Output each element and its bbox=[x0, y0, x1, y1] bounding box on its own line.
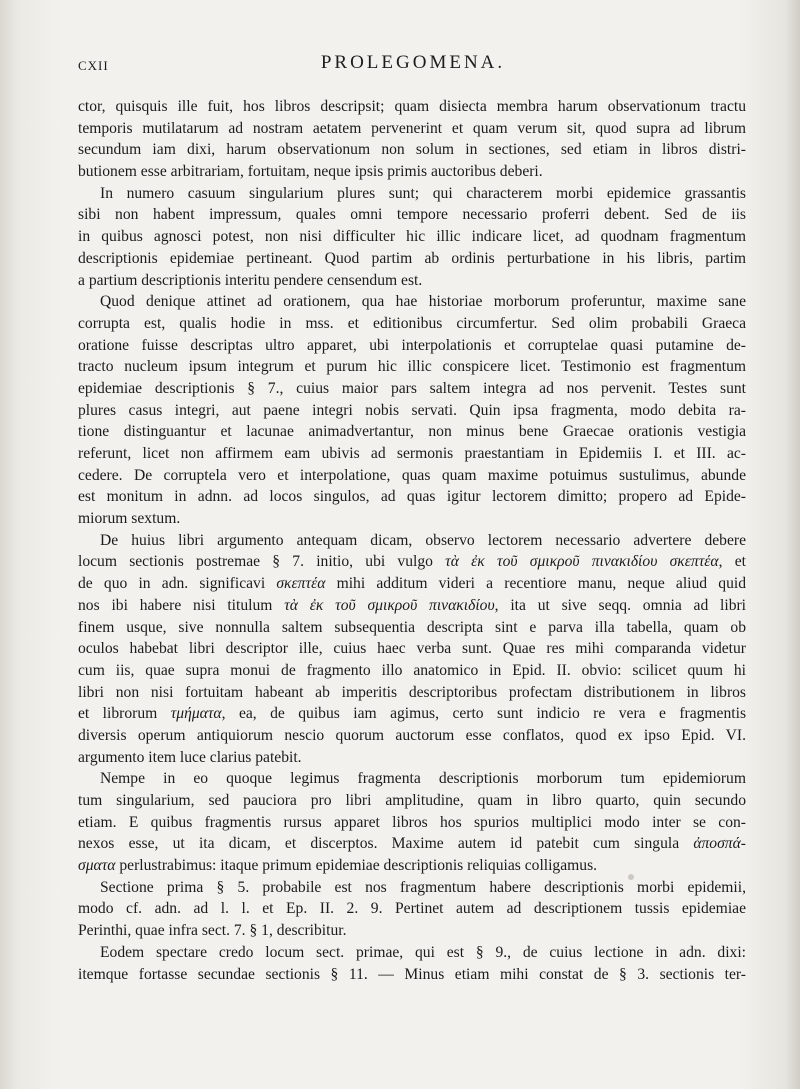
text-line bbox=[78, 465, 746, 487]
text-segment: Nempe in eo quoque legimus fragmenta descriptionis morborum tum epidemiorum bbox=[100, 770, 746, 788]
greek-phrase: σκεπτέα bbox=[276, 575, 326, 593]
text-segment: referunt, licet non affirmem eam ubivis ad sermonis praestantiam in Epidemiis I. et III. ac- bbox=[78, 445, 746, 462]
text-segment: a partium descriptionis interitu pendere censendum est. bbox=[78, 271, 423, 289]
text-line bbox=[78, 421, 746, 443]
text-segment: itemque fortasse secundae sectionis § 11. — Minus etiam mihi constat de § 3. sectionis ter- bbox=[78, 965, 746, 983]
text-segment: de quo in adn. significavi bbox=[78, 575, 277, 593]
text-line bbox=[78, 248, 746, 270]
greek-phrase: τμήματα bbox=[170, 705, 222, 723]
text-segment: plures casus integri, aut paene integri nobis servati. Quin ipsa fragmenta, modo debita ra- bbox=[78, 401, 746, 419]
text-segment: est monitum in adnn. ad locos singulos, ad quas igitur lectorem dimitto; propero ad Epide- bbox=[78, 488, 746, 506]
text-segment: finem usque, sive nonnulla saltem subsequentia descripta sint e parva illa tabella, quam ob bbox=[78, 618, 746, 636]
text-line bbox=[78, 313, 746, 335]
text-segment: Quod denique attinet ad orationem, qua hae historiae morborum proferuntur, maxime sane bbox=[100, 293, 746, 311]
text-line bbox=[78, 378, 746, 400]
text-segment: , ea, de quibus iam agimus, certo sunt indicio re vera e fragmentis bbox=[221, 705, 746, 723]
text-line bbox=[78, 486, 746, 508]
text-segment: et librorum bbox=[78, 705, 171, 723]
text-segment: secundum iam dixi, harum observationum non solum in sectiones, sed etiam in libros distri- bbox=[78, 141, 746, 159]
text-line bbox=[78, 942, 746, 964]
text-line bbox=[78, 291, 746, 313]
text-line bbox=[78, 855, 746, 877]
text-line bbox=[78, 204, 746, 226]
text-segment: tum singularium, sed pauciora pro libri amplitudine, quam in libro quarto, quin secundo bbox=[78, 792, 746, 809]
text-segment: cedere. De corruptela vero et interpolatione, quas quam maxime potuimus sustulimus, abunde bbox=[78, 466, 746, 484]
text-segment: modo cf. adn. ad l. l. et Ep. II. 2. 9. Pertinet autem ad descriptionem tussis epidemiae bbox=[78, 900, 746, 918]
text-segment: libri non nisi fortuitam habeant ab imperitis descriptoribus profectam distributionem in libros bbox=[78, 683, 746, 701]
text-segment: oculos habebat libri descriptor ille, cuius haec verba sunt. Quae res mihi comparanda videtur bbox=[78, 640, 746, 658]
text-segment: tracto nucleum ipsum integrum et purum hic illic conspicere licet. Testimonio est fragmentum bbox=[78, 358, 746, 376]
greek-phrase: ἀποσπά- bbox=[693, 835, 746, 853]
text-segment: nexos esse, ut ita dicam, et discerptos. Maxime autem id patebit cum singula bbox=[78, 835, 694, 853]
text-segment: ctor, quisquis ille fuit, hos libros descripsit; quam disiecta membra harum observationum tractu bbox=[78, 98, 746, 115]
greek-phrase: τὰ ἐκ τοῦ σμικροῦ πινακιδίου σκεπτέα bbox=[445, 553, 719, 571]
text-segment: locum sectionis postremae § 7. initio, ubi vulgo bbox=[78, 553, 446, 571]
text-line bbox=[78, 551, 746, 573]
text-segment: perlustrabimus: itaque primum epidemiae descriptionis reliquias colligamus. bbox=[115, 857, 598, 875]
text-segment: nos ibi habere nisi titulum bbox=[78, 596, 285, 614]
text-segment: corrupta est, qualis hodie in mss. et editionibus circumfertur. Sed olim probabili Graeca bbox=[78, 314, 746, 332]
text-line bbox=[78, 161, 746, 183]
running-title: PROLEGOMENA. bbox=[320, 52, 506, 73]
text-line bbox=[78, 638, 746, 660]
text-line bbox=[78, 747, 746, 769]
text-line bbox=[78, 139, 746, 161]
text-line bbox=[78, 964, 746, 986]
text-line bbox=[78, 920, 746, 942]
text-line bbox=[78, 573, 746, 595]
text-line bbox=[78, 833, 746, 855]
text-segment: miorum sextum. bbox=[78, 510, 181, 528]
text-segment: In numero casuum singularium plures sunt; qui characterem morbi epidemice grassantis bbox=[100, 184, 746, 202]
text-line bbox=[78, 270, 746, 292]
text-segment: temporis mutilatarum ad nostram aetatem pervenerint et quam verum sit, quod supra ad librum bbox=[78, 119, 746, 137]
text-line bbox=[78, 96, 746, 118]
text-line bbox=[78, 812, 746, 834]
folio-number: CXII bbox=[78, 58, 109, 73]
page-header bbox=[78, 52, 748, 78]
text-segment: cum iis, quae supra monui de fragmento illo anatomico in Epid. II. obvio: scilicet quum hi bbox=[78, 661, 746, 679]
text-segment: , ita ut sive seqq. omnia ad libri bbox=[494, 596, 746, 614]
text-segment: tione distinguantur et lacunae animadvertantur, non minus bene Graecae orationis vestigia bbox=[78, 423, 746, 441]
text-line bbox=[78, 226, 746, 248]
text-line bbox=[78, 400, 746, 422]
text-line bbox=[78, 660, 746, 682]
text-line bbox=[78, 508, 746, 530]
text-line bbox=[78, 443, 746, 465]
text-line bbox=[78, 703, 746, 725]
text-line bbox=[78, 682, 746, 704]
text-line bbox=[78, 595, 746, 617]
greek-phrase: τὰ ἐκ τοῦ σμικροῦ πινακιδίου bbox=[284, 596, 495, 614]
text-segment: sibi non habent impressum, quales omni tempore necessario proferri debent. Sed de iis bbox=[78, 206, 746, 224]
text-line bbox=[78, 877, 746, 899]
text-segment: argumento item luce clarius patebit. bbox=[78, 748, 302, 766]
text-segment: Eodem spectare credo locum sect. primae, qui est § 9., de cuius lectione in adn. dixi: bbox=[100, 943, 746, 961]
text-line bbox=[78, 335, 746, 357]
text-segment: etiam. E quibus fragmentis rursus apparet libros hos spurios multiplici modo inter se con- bbox=[78, 813, 746, 831]
text-line bbox=[78, 118, 746, 140]
text-segment: Perinthi, quae infra sect. 7. § 1, describitur. bbox=[78, 922, 347, 940]
text-line bbox=[78, 725, 746, 747]
text-segment: mihi additum videri a recentiore manu, neque aliud quid bbox=[325, 575, 746, 593]
body-text bbox=[78, 96, 746, 985]
text-segment: in quibus agnosci potest, non nisi difficulter hic illic indicare licet, ad quodnam fragmentum bbox=[78, 228, 746, 246]
text-line bbox=[78, 183, 746, 205]
text-line bbox=[78, 790, 746, 812]
text-segment: epidemiae descriptionis § 7., cuius maior pars saltem integra ad nos pervenit. Testes sunt bbox=[78, 379, 746, 397]
text-line bbox=[78, 617, 746, 639]
text-segment: oratione fuisse descriptas ultro apparet, ubi interpolationis et corruptelae quasi putamine de- bbox=[78, 336, 746, 354]
text-line bbox=[78, 768, 746, 790]
text-segment: descriptionis epidemiae pertineant. Quod partim ab ordinis perturbatione in his libris, partim bbox=[78, 249, 746, 267]
greek-phrase: σματα bbox=[78, 857, 116, 875]
text-segment: De huius libri argumento antequam dicam, observo lectorem necessario advertere debere bbox=[100, 531, 746, 549]
text-segment: , et bbox=[718, 553, 746, 571]
text-segment: diversis operum antiquiorum nescio quorum auctorum esse conflatos, quod ex ipso Epid. VI. bbox=[78, 726, 746, 744]
text-segment: Sectione prima § 5. probabile est nos fragmentum habere descriptionis morbi epidemii, bbox=[100, 878, 746, 896]
text-line bbox=[78, 898, 746, 920]
text-line bbox=[78, 530, 746, 552]
text-line bbox=[78, 356, 746, 378]
text-segment: butionem esse arbitrariam, fortuitam, neque ipsis primis auctoribus deberi. bbox=[78, 163, 543, 181]
